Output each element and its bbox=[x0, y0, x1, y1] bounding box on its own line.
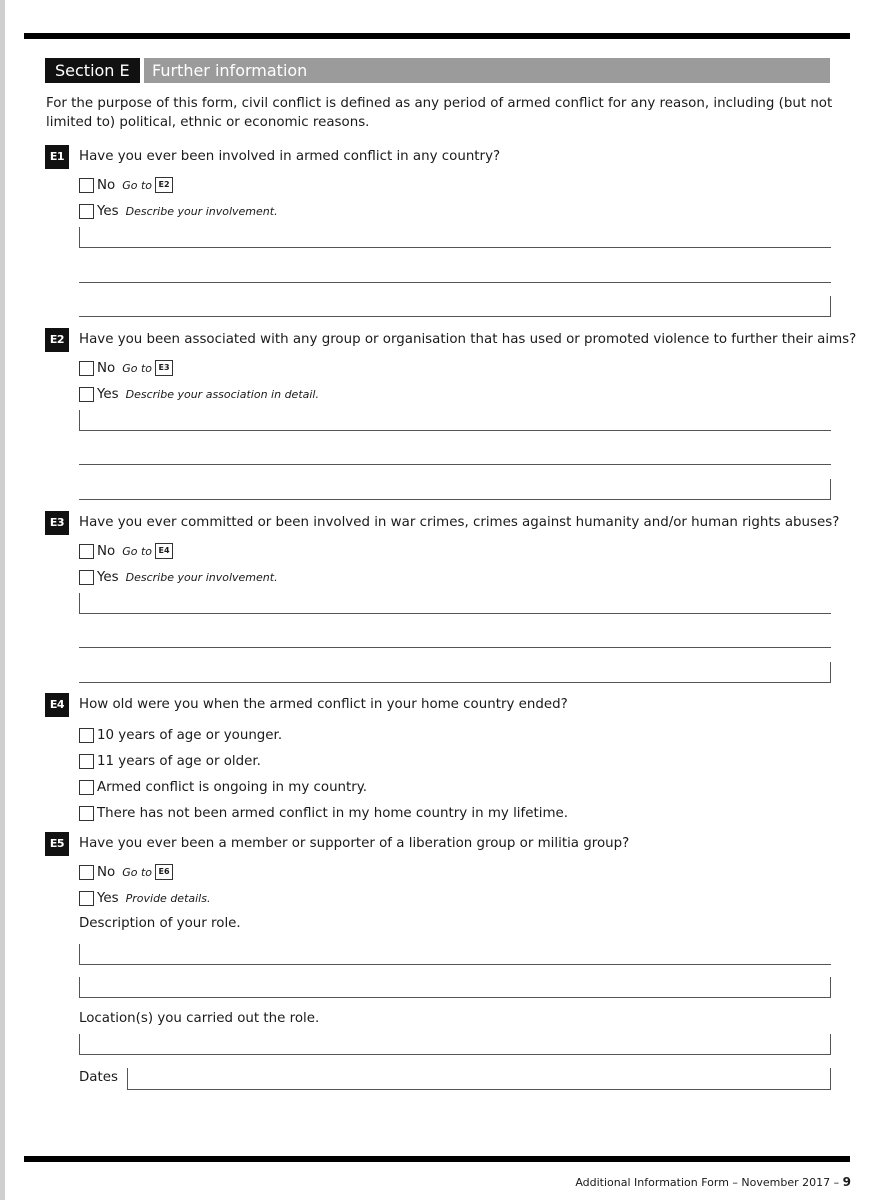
option-label: 11 years of age or older. bbox=[97, 753, 261, 769]
question-text-e3: Have you ever committed or been involved in war crimes, crimes against humanity and/or human rights abuses? bbox=[79, 515, 840, 530]
option-label: There has not been armed conflict in my home country in my lifetime. bbox=[97, 805, 568, 821]
answer-line-e1-3[interactable] bbox=[79, 296, 831, 317]
option-e2-no[interactable] bbox=[79, 359, 173, 377]
option-label: No bbox=[97, 177, 116, 193]
checkbox-e2-no[interactable] bbox=[79, 361, 94, 376]
checkbox-e4-3[interactable] bbox=[79, 780, 94, 795]
answer-line-e1-1[interactable] bbox=[79, 227, 831, 248]
checkbox-e5-no[interactable] bbox=[79, 865, 94, 880]
option-note: Describe your involvement. bbox=[125, 204, 278, 218]
checkbox-e4-4[interactable] bbox=[79, 806, 94, 821]
option-e5-no[interactable] bbox=[79, 863, 173, 881]
option-label: Yes bbox=[97, 203, 119, 219]
option-note: Describe your association in detail. bbox=[125, 387, 319, 401]
top-rule bbox=[24, 33, 850, 39]
page-edge-bar bbox=[0, 0, 5, 1200]
section-title: Further information bbox=[144, 58, 830, 83]
checkbox-e1-no[interactable] bbox=[79, 178, 94, 193]
page-number: 9 bbox=[842, 1175, 851, 1189]
role-line-1[interactable] bbox=[79, 944, 831, 965]
checkbox-e2-yes[interactable] bbox=[79, 387, 94, 402]
option-label: Yes bbox=[97, 890, 119, 906]
answer-line-e2-2[interactable] bbox=[79, 444, 831, 465]
section-header bbox=[45, 58, 830, 83]
option-e4-4[interactable] bbox=[79, 804, 568, 822]
role-line-2[interactable] bbox=[79, 977, 831, 998]
page-footer bbox=[575, 1175, 851, 1189]
checkbox-e1-yes[interactable] bbox=[79, 204, 94, 219]
option-e4-2[interactable] bbox=[79, 752, 261, 770]
section-label: Section E bbox=[45, 58, 140, 83]
checkbox-e4-1[interactable] bbox=[79, 728, 94, 743]
option-e3-yes[interactable] bbox=[79, 568, 278, 586]
checkbox-e4-2[interactable] bbox=[79, 754, 94, 769]
option-label: No bbox=[97, 360, 116, 376]
checkbox-e3-no[interactable] bbox=[79, 544, 94, 559]
dates-label: Dates bbox=[79, 1070, 118, 1085]
answer-line-e3-1[interactable] bbox=[79, 593, 831, 614]
option-label: No bbox=[97, 543, 116, 559]
goto-note: Go to bbox=[122, 865, 153, 879]
goto-note: Go to bbox=[122, 361, 153, 375]
question-badge-e2: E2 bbox=[45, 328, 69, 352]
location-label: Location(s) you carried out the role. bbox=[79, 1011, 320, 1026]
footer-text: Additional Information Form – November 2017 – bbox=[575, 1176, 840, 1189]
role-label: Description of your role. bbox=[79, 916, 241, 931]
option-label: Yes bbox=[97, 386, 119, 402]
intro-text: For the purpose of this form, civil conflict is defined as any period of armed conflict for any reason, including (but not limited to) political, ethnic or economic reasons. bbox=[46, 96, 833, 130]
option-note: Provide details. bbox=[125, 891, 211, 905]
goto-note: Go to bbox=[122, 178, 153, 192]
checkbox-e3-yes[interactable] bbox=[79, 570, 94, 585]
option-note: Describe your involvement. bbox=[125, 570, 278, 584]
goto-box: E4 bbox=[155, 543, 173, 559]
answer-line-e2-3[interactable] bbox=[79, 479, 831, 500]
question-text-e5: Have you ever been a member or supporter of a liberation group or militia group? bbox=[79, 836, 630, 851]
goto-box: E6 bbox=[155, 864, 173, 880]
question-badge-e5: E5 bbox=[45, 832, 69, 856]
answer-line-e3-2[interactable] bbox=[79, 627, 831, 648]
goto-box: E3 bbox=[155, 360, 173, 376]
option-label: Yes bbox=[97, 569, 119, 585]
option-label: 10 years of age or younger. bbox=[97, 727, 283, 743]
option-e3-no[interactable] bbox=[79, 542, 173, 560]
question-badge-e4: E4 bbox=[45, 693, 69, 717]
option-e4-1[interactable] bbox=[79, 726, 282, 744]
option-e5-yes[interactable] bbox=[79, 889, 210, 907]
option-e4-3[interactable] bbox=[79, 778, 367, 796]
answer-line-e3-3[interactable] bbox=[79, 662, 831, 683]
dates-field[interactable] bbox=[127, 1068, 831, 1090]
question-text-e2: Have you been associated with any group or organisation that has used or promoted violence to further their aims? bbox=[79, 332, 857, 347]
option-label: No bbox=[97, 864, 116, 880]
option-e1-no[interactable] bbox=[79, 176, 173, 194]
checkbox-e5-yes[interactable] bbox=[79, 891, 94, 906]
location-field[interactable] bbox=[79, 1034, 831, 1055]
bottom-rule bbox=[24, 1156, 850, 1162]
goto-note: Go to bbox=[122, 544, 153, 558]
option-e2-yes[interactable] bbox=[79, 385, 319, 403]
question-badge-e3: E3 bbox=[45, 511, 69, 535]
answer-line-e2-1[interactable] bbox=[79, 410, 831, 431]
question-text-e1: Have you ever been involved in armed conflict in any country? bbox=[79, 149, 501, 164]
question-text-e4: How old were you when the armed conflict in your home country ended? bbox=[79, 697, 568, 712]
option-label: Armed conflict is ongoing in my country. bbox=[97, 779, 368, 795]
answer-line-e1-2[interactable] bbox=[79, 262, 831, 283]
question-badge-e1: E1 bbox=[45, 145, 69, 169]
option-e1-yes[interactable] bbox=[79, 202, 278, 220]
goto-box: E2 bbox=[155, 177, 173, 193]
